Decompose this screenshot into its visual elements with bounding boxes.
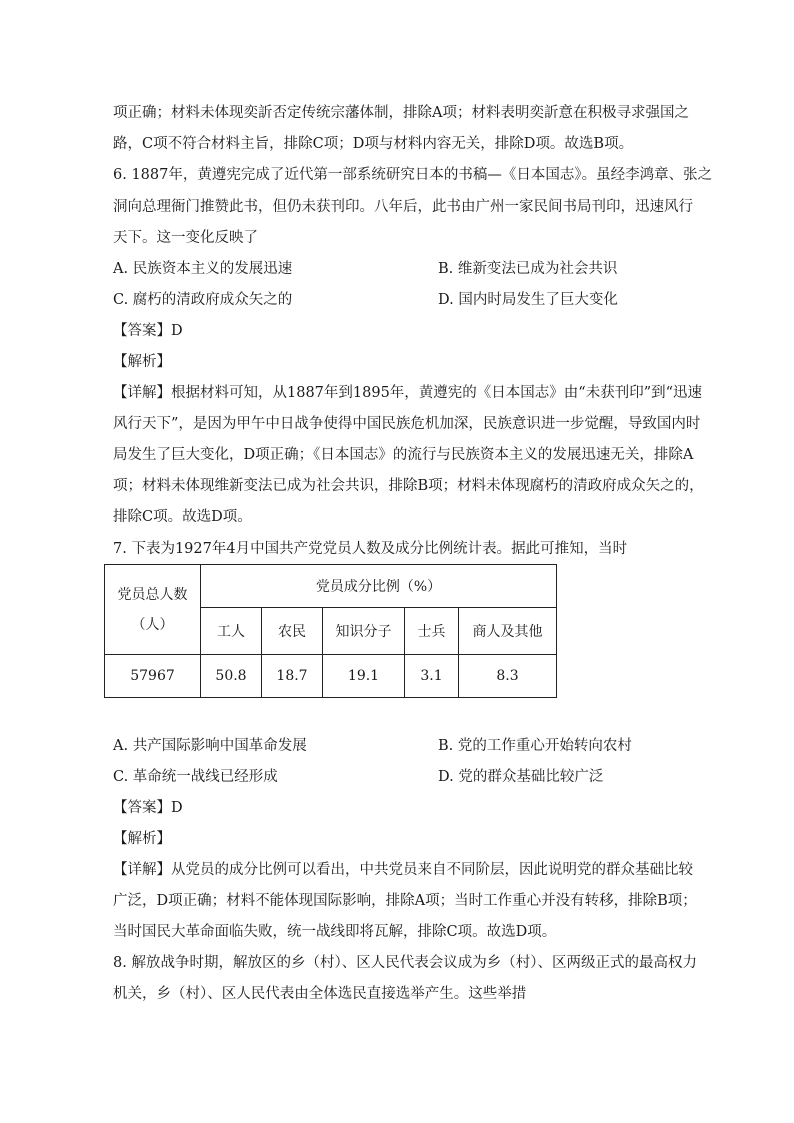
- column-header: 士兵: [405, 608, 459, 655]
- table-cell: 18.7: [262, 655, 323, 698]
- question-7-stem: 7. 下表为1927年4月中国共产党党员人数及成分比例统计表。据此可推知，当时: [113, 541, 628, 557]
- q6-answer: 【答案】D: [113, 323, 183, 339]
- text-line: 项正确；材料未体现奕訢否定传统宗藩体制，排除A项；材料表明奕訢意在积极寻求强国之: [113, 105, 689, 121]
- question-8-stem: 8. 解放战争时期，解放区的乡（村）、区人民代表会议成为乡（村）、区两级正式的最高权力: [113, 955, 697, 971]
- composition-ratio-header: 党员成分比例（%）: [201, 565, 557, 608]
- q6-analysis-label: 【解析】: [113, 354, 171, 370]
- q7-option-b: B. 党的工作重心开始转向农村: [438, 738, 632, 754]
- q7-detail-line: 当时国民大革命面临失败，统一战线即将瓦解，排除C项。故选D项。: [113, 924, 557, 940]
- q6-option-d: D. 国内时局发生了巨大变化: [438, 292, 618, 308]
- q6-detail-line: 项；材料未体现维新变法已成为社会共识，排除B项；材料未体现腐朽的清政府成众矢之的，: [113, 478, 704, 494]
- question-8-stem: 机关，乡（村）、区人民代表由全体选民直接选举产生。这些举措: [113, 986, 527, 1002]
- q6-option-c: C. 腐朽的清政府成众矢之的: [113, 292, 293, 308]
- q7-option-c: C. 革命统一战线已经形成: [113, 769, 278, 785]
- q6-option-b: B. 维新变法已成为社会共识: [438, 261, 618, 277]
- q7-analysis-label: 【解析】: [113, 831, 171, 847]
- table-cell: 50.8: [201, 655, 262, 698]
- q7-option-d: D. 党的群众基础比较广泛: [438, 769, 604, 785]
- table-cell: 3.1: [405, 655, 459, 698]
- q6-detail-line: 风行天下”，是因为甲午中日战争使得中国民族危机加深，民族意识进一步觉醒，导致国内时: [113, 416, 701, 432]
- table-cell: 19.1: [323, 655, 405, 698]
- q6-detail-line: 排除C项。故选D项。: [113, 509, 252, 525]
- text-line: 路，C项不符合材料主旨，排除C项；D项与材料内容无关，排除D项。故选B项。: [113, 136, 634, 152]
- q7-answer: 【答案】D: [113, 800, 183, 816]
- party-member-table: [104, 564, 557, 698]
- question-6-stem: 6. 1887年，黄遵宪完成了近代第一部系统研究日本的书稿—《日本国志》。虽经李鸿章、张之: [113, 167, 713, 183]
- column-header: 知识分子: [323, 608, 405, 655]
- q6-option-a: A. 民族资本主义的发展迅速: [113, 261, 293, 277]
- total-members-value: 57967: [105, 655, 201, 698]
- q7-option-a: A. 共产国际影响中国革命发展: [113, 738, 307, 754]
- question-6-stem: 洞向总理衙门推赞此书，但仍未获刊印。八年后，此书由广州一家民间书局刊印，迅速风行: [113, 199, 693, 215]
- column-header: 农民: [262, 608, 323, 655]
- question-6-stem: 天下。这一变化反映了: [113, 230, 258, 246]
- q6-detail-line: 局发生了巨大变化，D项正确；《日本国志》的流行与民族资本主义的发展迅速无关，排除A: [113, 447, 694, 463]
- q7-detail-line: 【详解】从党员的成分比例可以看出，中共党员来自不同阶层，因此说明党的群众基础比较: [113, 862, 693, 878]
- total-members-header: 党员总人数（人）: [105, 565, 201, 655]
- q7-detail-line: 广泛，D项正确；材料不能体现国际影响，排除A项；当时工作重心并没有转移，排除B项；: [113, 893, 697, 909]
- column-header: 商人及其他: [459, 608, 557, 655]
- q6-detail-line: 【详解】根据材料可知，从1887年到1895年，黄遵宪的《日本国志》由“未获刊印”到“迅速: [113, 385, 703, 401]
- column-header: 工人: [201, 608, 262, 655]
- table-cell: 8.3: [459, 655, 557, 698]
